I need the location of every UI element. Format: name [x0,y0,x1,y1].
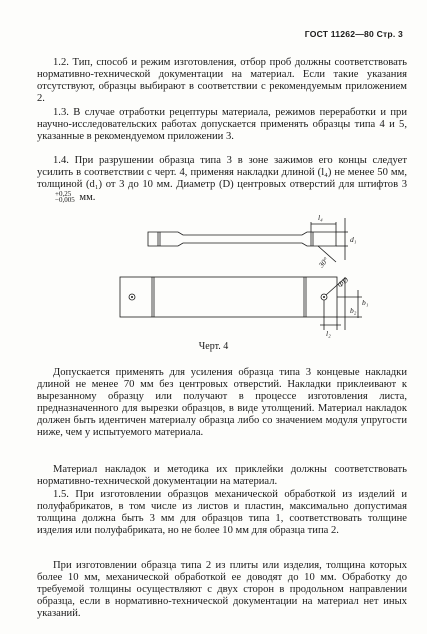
label-diameter: ФD [335,275,351,290]
specimen-top-view [148,232,336,246]
tolerance-lower: −0,005 [55,196,75,205]
tolerance-upper: +0,25 [55,189,72,198]
label-b1: b₁ [362,298,369,307]
paragraph-1-5: 1.5. При изготовлении образцов механической обработкой из изделий и полуфабрикатов, в том числе из листов и пластин, максимально допустимая толщина должна быть 3 мм для образцов типа 1, соответствовать толщине изделия или полуфабриката, но не более 10 мм для образца типа 2. [37,489,407,536]
figure-caption: Черт. 4 [198,341,229,352]
paragraph-1-3: 1.3. В случае отработки рецептуры материала, режимов переработки и при научно-исследовательских работах допускается применять образцы типа 4 и 5, указанные в рекомендуемом приложении 3. [37,107,407,142]
paragraph-type-2: При изготовлении образца типа 2 из плиты или изделия, толщина которых более 10 мм, механической обработкой ее доводят до 10 мм. Обработку до требуемой толщины осуществляют с двух сторон в продольном направлении образца, если в нормативно-технической документации на материал нет иных указаний. [37,560,407,619]
label-d1: d₁ [350,235,357,244]
paragraph-overlays: Допускается применять для усиления образца типа 3 концевые накладки длиной не менее 70 мм без центровых отверстий. Накладки приклеивают к вырезанному образцу или получают в процессе изготовления листа, предназначенного для вырезки образцов, в виде утолщений. Материал накладок должен быть идентичен материалу образца либо со значением модуля упругости ниже, чем у испытуемого материала. [37,367,407,438]
paragraph-1-4-text: 1.4. При разрушении образца типа 3 в зоне зажимов его концы следует усилить в соответствии с черт. 4, применяя накладки длиной (l₄) не менее 50 мм, толщиной (d₁) от 3 до 10 мм. Диаметр (D) центровых отверстий для штифтов 3 [37,155,407,190]
page-header: ГОСТ 11262—80 Стр. 3 [304,29,403,39]
label-b2: b₂ [350,306,357,315]
specimen-bottom-view [120,277,337,317]
center-dot-right [323,296,325,298]
paragraph-1-2: 1.2. Тип, способ и режим изготовления, отбор проб должны соответствовать нормативно-технической документации на материал. Если такие указания отсутствуют, образцы выбирают в соответствии с рекомендуемым приложением 2. [37,57,407,104]
label-angle: 30° [316,255,331,270]
paragraph-overlay-material: Материал накладок и методика их приклейки должны соответствовать нормативно-технической документации на материал. [37,464,407,487]
label-l2: l₂ [326,329,331,338]
tolerance-unit: мм. [79,191,96,203]
label-l4: l₄ [318,213,323,222]
center-dot-left [131,296,133,298]
